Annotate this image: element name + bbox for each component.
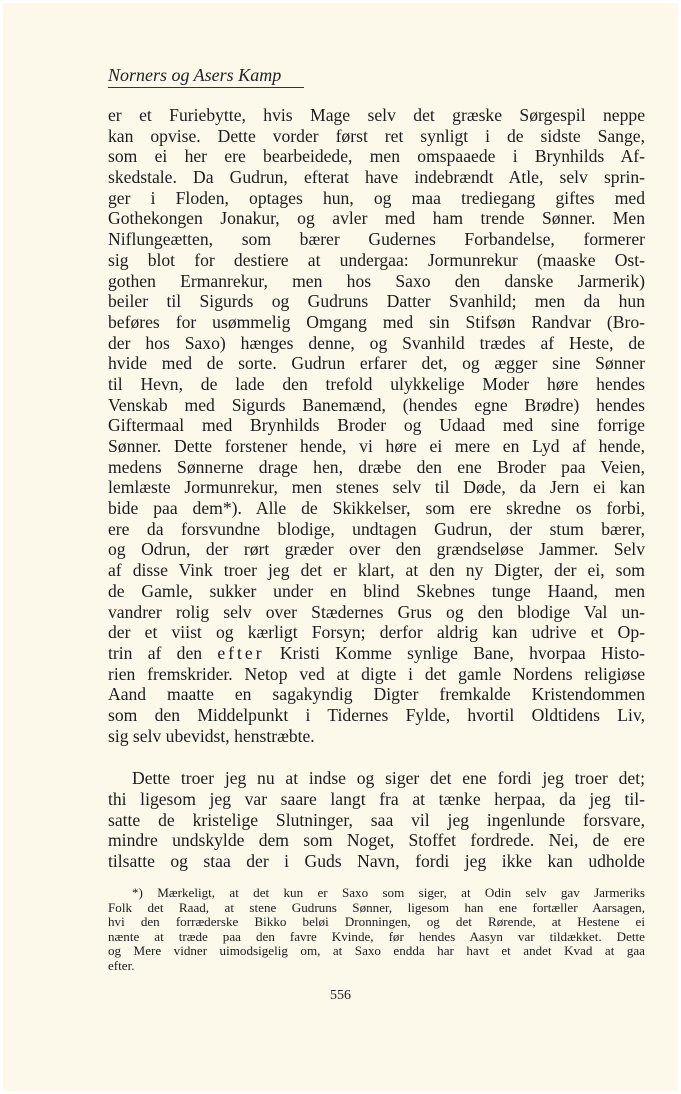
- footnote-line: *) Mærkeligt, at det kun er Saxo som siger, at Odin selv gav Jarmeriks: [132, 885, 645, 900]
- text-line: kan opvise. Dette vorder først ret synligt i de sidste Sange,: [108, 125, 645, 146]
- text-line: og Odrun, der rørt græder over den grændseløse Jammer. Selv: [108, 539, 645, 560]
- text-segment: Kristi Komme synlige Bane, hvorpaa Histo-: [264, 642, 645, 663]
- footnote-line: nænte at træde paa den favre Kvinde, før hendes Aasyn var tildækket. Dette: [108, 928, 645, 944]
- text-line: sig selv ubevidst, henstræbte.: [108, 725, 315, 746]
- text-line: medens Sønnerne drage hen, dræbe den ene Broder paa Veien,: [108, 456, 645, 477]
- text-line: skedstale. Da Gudrun, efterat have indebrændt Atle, selv sprin-: [108, 167, 645, 188]
- text-line: rien fremskrider. Netop ved at digte i det gamle Nordens religiøse: [108, 663, 645, 684]
- text-line: Giftermaal med Brynhilds Broder og Udaad med sine forrige: [108, 415, 645, 436]
- text-line: der et viist og kærligt Forsyn; derfor aldrig kan udrive et Op-: [108, 622, 645, 643]
- text-line: Aand maatte en sagakyndig Digter fremkalde Kristendommen: [108, 684, 645, 705]
- footnote-line: Folk det Raad, at stene Gudruns Sønner, ligesom han ene fortæller Aarsagen,: [108, 899, 645, 915]
- text-line: som den Middelpunkt i Tidernes Fylde, hvortil Oldtidens Liv,: [108, 704, 645, 725]
- footnote-line: og Mere vidner uimodsigelig om, at Saxo endda har havt et andet Kvad at gaa: [108, 943, 645, 959]
- book-page: [3, 3, 678, 1091]
- text-line: Venskab med Sigurds Banemænd, (hendes egne Brødre) hendes: [108, 394, 645, 415]
- paragraph-2: [108, 768, 645, 871]
- text-line: Sønner. Dette forstener hende, vi høre ei mere en Lyd af hende,: [108, 436, 645, 456]
- text-line: af disse Vink troer jeg det er klart, at den ny Digter, der ei, som: [108, 560, 645, 581]
- text-line: mindre undskylde dem som Noget, Stoffet fordrede. Nei, de ere: [108, 830, 645, 851]
- text-line: satte de kristelige Slutninger, saa vil jeg ingenlunde forsvare,: [108, 809, 645, 830]
- text-line: til Hevn, de lade den trefold ulykkelige Moder høre hendes: [108, 373, 645, 394]
- text-line: vandrer rolig selv over Stædernes Grus og den blodige Val un-: [108, 601, 645, 622]
- body-text: [108, 105, 645, 872]
- header-rule: [108, 87, 304, 88]
- text-line: bide paa dem*). Alle de Skikkelser, som ere skredne os forbi,: [108, 498, 645, 519]
- text-line: lemlæste Jormunrekur, men stenes selv til Døde, da Jern ei kan: [108, 477, 645, 498]
- footnote: [108, 886, 645, 974]
- footnote-line: hvi den forræderske Bikko beløi Dronningen, og det Rørende, at Hestene ei: [108, 914, 645, 930]
- paragraph-gap: [108, 746, 645, 768]
- text-line: er et Furiebytte, hvis Mage selv det græske Sørgespil neppe: [108, 105, 645, 125]
- text-line: beiler til Sigurds og Gudruns Datter Svanhild; men da hun: [108, 291, 645, 312]
- text-line: ger i Floden, optages hun, og maa trediegang giftes med: [108, 187, 645, 208]
- running-header: Norners og Asers Kamp: [108, 65, 282, 85]
- text-segment: trin af den: [108, 642, 218, 663]
- text-line: Niflungeætten, som bærer Gudernes Forbandelse, formerer: [108, 229, 645, 250]
- text-line: Dette troer jeg nu at indse og siger det ene fordi jeg troer det;: [132, 768, 645, 789]
- text-line: ere da forsvundne blodige, undtagen Gudrun, der stum bærer,: [108, 518, 645, 539]
- text-line: beføres for usømmelig Omgang med sin Stifsøn Randvar (Bro-: [108, 311, 645, 332]
- footnote-line: efter.: [108, 957, 135, 973]
- text-line: som ei her ere bearbeidede, men omspaaede i Brynhilds Af-: [108, 146, 645, 167]
- text-line: hvide med de sorte. Gudrun erfarer det, og ægger sine Sønner: [108, 353, 645, 374]
- text-line: tilsatte og staa der i Guds Navn, fordi jeg ikke kan udholde: [108, 851, 645, 872]
- text-line-spaced: [108, 643, 645, 664]
- page-number: 556: [330, 988, 351, 1003]
- text-line: sig blot for destiere at undergaa: Jormunrekur (maaske Ost-: [108, 249, 645, 270]
- text-line: Gothekongen Jonakur, og avler med ham trende Sønner. Men: [108, 208, 645, 229]
- paragraph-1: [108, 105, 645, 746]
- text-line: de Gamle, sukker under en blind Skebnes tunge Haand, men: [108, 580, 645, 601]
- text-line: thi ligesom jeg var saare langt fra at tænke herpaa, da jeg til-: [108, 789, 645, 809]
- spaced-emphasis: efter: [217, 642, 265, 663]
- text-line: der hos Saxo) hænges denne, og Svanhild trædes af Heste, de: [108, 332, 645, 353]
- text-line: gothen Ermanrekur, men hos Saxo den danske Jarmerik): [108, 270, 645, 291]
